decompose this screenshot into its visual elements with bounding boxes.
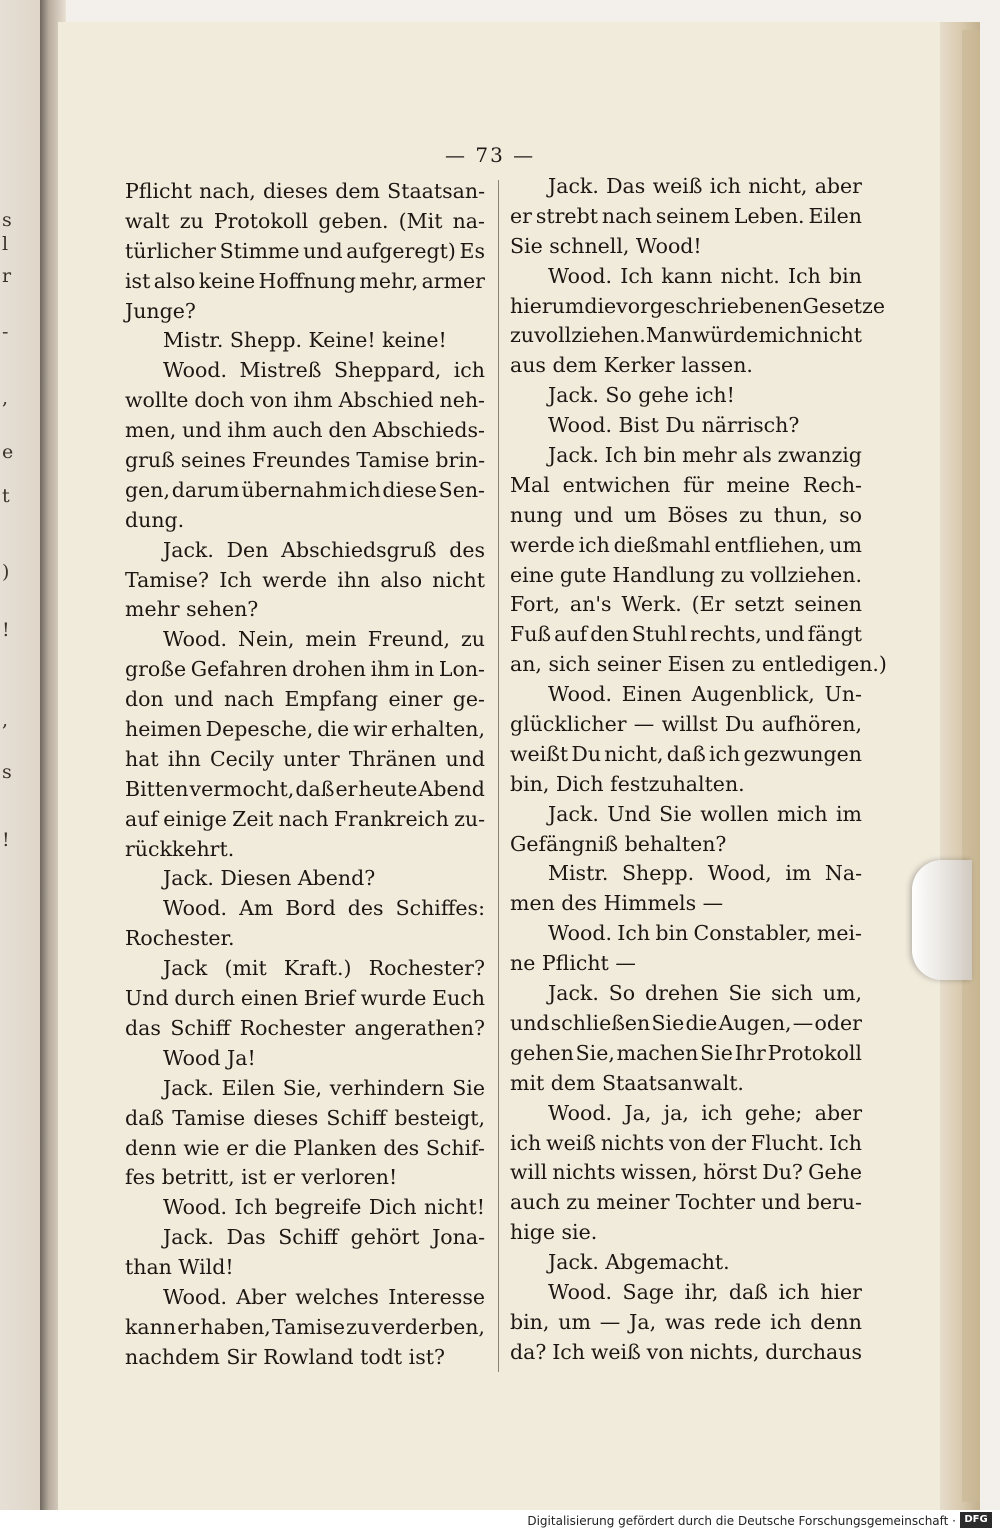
text-line: Mal entwichen für meine Rech- — [510, 472, 862, 497]
text-line: Wood. Ja, ja, ich gehe; aber — [548, 1100, 862, 1125]
prev-page-letter: t — [2, 485, 10, 507]
text-line: nung und um Böses zu thun, so — [510, 502, 862, 527]
text-line: rückkehrt. — [125, 836, 235, 861]
page-marker-tab — [912, 860, 972, 980]
prev-page-letter: e — [2, 441, 14, 463]
text-line: Jack. Und Sie wollen mich im — [548, 801, 862, 826]
text-line: ich weiß nichts von der Flucht. Ich — [510, 1130, 862, 1155]
prev-page-letter: l — [2, 233, 9, 255]
text-line: Wood Ja! — [163, 1045, 256, 1070]
text-line: don und nach Empfang einer ge- — [125, 687, 485, 712]
text-line: Wood. Mistreß Sheppard, ich — [163, 358, 485, 383]
prev-page-letter: ! — [2, 829, 10, 851]
text-line: men des Himmels — — [510, 891, 724, 916]
text-line: an, sich seiner Eisen zu entledigen.) — [510, 652, 887, 677]
text-line: Sie schnell, Wood! — [510, 233, 702, 258]
text-line: Jack. Den Abschiedsgruß des — [163, 537, 485, 562]
text-line: Fuß auf den Stuhl rechts, und fängt — [510, 622, 862, 647]
text-line: bin, um — Ja, was rede ich denn — [510, 1309, 862, 1334]
text-line: Wood. Nein, mein Freund, zu — [163, 627, 485, 652]
text-line: Wood. Ich bin Constabler, mei- — [548, 921, 862, 946]
text-line: dung. — [125, 507, 185, 532]
text-line: fes betritt, ist er verloren! — [125, 1165, 398, 1190]
text-line: denn wie er die Planken des Schif- — [125, 1135, 485, 1160]
prev-page-letter: - — [2, 321, 9, 343]
text-line: eine gute Handlung zu vollziehen. — [510, 562, 862, 587]
text-line: auf einige Zeit nach Frankreich zu- — [125, 806, 485, 831]
text-line: werde ich dießmahl entfliehen, um — [510, 532, 862, 557]
text-line: Junge? — [125, 298, 196, 323]
text-line: men, und ihm auch den Abschieds- — [125, 418, 485, 443]
text-line: ne Pflicht — — [510, 951, 636, 976]
text-line: nachdem Sir Rowland todt ist? — [125, 1344, 445, 1369]
text-line: gehen Sie, machen Sie Ihr Protokoll — [510, 1040, 862, 1065]
text-line: das Schiff Rochester angerathen? — [125, 1015, 485, 1040]
text-line: Wood. Aber welches Interesse — [163, 1284, 485, 1309]
text-line: Jack. Abgemacht. — [548, 1250, 730, 1275]
text-line: auch zu meiner Tochter und beru- — [510, 1190, 862, 1215]
prev-page-letter: ! — [2, 619, 10, 641]
text-line: glücklicher — willst Du aufhören, — [510, 712, 862, 737]
prev-page-letter: , — [2, 387, 9, 409]
text-line: türlicher Stimme und aufgeregt) Es — [125, 238, 485, 263]
text-line: hige sie. — [510, 1220, 598, 1245]
text-line: Wood. Ich begreife Dich nicht! — [163, 1195, 485, 1220]
text-line: Jack. Das Schiff gehört Jona- — [163, 1225, 485, 1250]
text-line: aus dem Kerker lassen. — [510, 353, 753, 378]
text-line: Jack (mit Kraft.) Rochester? — [163, 956, 485, 981]
text-line: da? Ich weiß von nichts, durchaus — [510, 1339, 862, 1364]
text-line: mit dem Staatsanwalt. — [510, 1070, 744, 1095]
text-line: Rochester. — [125, 926, 235, 951]
text-line: Mistr. Shepp. Keine! keine! — [163, 328, 447, 353]
text-line: Pflicht nach, dieses dem Staatsan- — [125, 179, 485, 203]
text-line: hier um die vorgeschriebenen Gesetze — [510, 293, 885, 318]
text-line: Gefängniß behalten? — [510, 831, 727, 856]
text-line: gen, darum übernahm ich diese Sen- — [125, 477, 485, 502]
text-line: bin, Dich festzuhalten. — [510, 771, 745, 796]
text-line: heimen Depesche, die wir erhalten, — [125, 717, 485, 742]
text-line: Wood. Ich kann nicht. Ich bin — [548, 263, 862, 288]
text-line: hat ihn Cecily unter Thränen und — [125, 746, 485, 771]
text-line: Bitten vermocht, daß er heute Abend — [125, 776, 485, 801]
text-line: Jack. So drehen Sie sich um, — [548, 981, 862, 1006]
digitization-credit: Digitalisierung gefördert durch die Deutsche Forschungsgemeinschaft · — [527, 1514, 956, 1528]
text-line: Jack. Diesen Abend? — [163, 866, 376, 891]
text-line: than Wild! — [125, 1255, 234, 1280]
text-line: Jack. Eilen Sie, verhindern Sie — [163, 1075, 485, 1100]
text-line: ist also keine Hoffnung mehr, armer — [125, 268, 485, 293]
text-line: Tamise? Ich werde ihn also nicht — [125, 567, 485, 592]
prev-page-letter: s — [2, 761, 12, 783]
text-line: große Gefahren drohen ihm in Lon- — [125, 657, 485, 682]
column-divider — [498, 180, 499, 1372]
prev-page-letter: s — [2, 209, 12, 231]
text-line: walt zu Protokoll geben. (Mit na- — [125, 208, 485, 233]
text-line: Jack. Ich bin mehr als zwanzig — [548, 443, 862, 468]
text-line: Fort, an's Werk. (Er setzt seinen — [510, 592, 862, 617]
text-line: zu vollziehen. Man würde mich nicht — [510, 323, 862, 348]
text-line: daß Tamise dieses Schiff besteigt, — [125, 1105, 485, 1130]
text-line: Wood. Bist Du närrisch? — [548, 413, 800, 438]
text-line: kann er haben, Tamise zu verderben, — [125, 1314, 485, 1339]
text-line: weißt Du nicht, daß ich gezwungen — [510, 741, 862, 766]
text-line: Mistr. Shepp. Wood, im Na- — [548, 861, 862, 886]
text-line: mehr sehen? — [125, 597, 259, 622]
left-text-column — [125, 177, 485, 1373]
text-line: und schließen Sie die Augen, — oder — [510, 1010, 862, 1035]
text-line: Wood. Sage ihr, daß ich hier — [548, 1279, 862, 1304]
text-line: Wood. Einen Augenblick, Un- — [548, 682, 862, 707]
prev-page-letter: r — [2, 265, 12, 287]
text-line: gruß seines Freundes Tamise brin- — [125, 448, 485, 473]
text-line: Jack. So gehe ich! — [548, 383, 735, 408]
dfg-logo: DFG — [960, 1512, 992, 1528]
text-line: wollte doch von ihm Abschied neh- — [125, 388, 485, 413]
text-line: Wood. Am Bord des Schiffes: — [163, 896, 485, 921]
page-number: — 73 — — [445, 143, 536, 167]
prev-page-letter: ) — [2, 561, 10, 583]
page-stack-shadow — [962, 30, 980, 1502]
right-text-column — [510, 172, 887, 1368]
text-line: Jack. Das weiß ich nicht, aber — [548, 174, 862, 198]
prev-page-letter: , — [2, 709, 9, 731]
text-line: will nichts wissen, hörst Du? Gehe — [510, 1160, 862, 1185]
text-line: er strebt nach seinem Leben. Eilen — [510, 203, 862, 228]
text-line: Und durch einen Brief wurde Euch — [125, 986, 485, 1011]
